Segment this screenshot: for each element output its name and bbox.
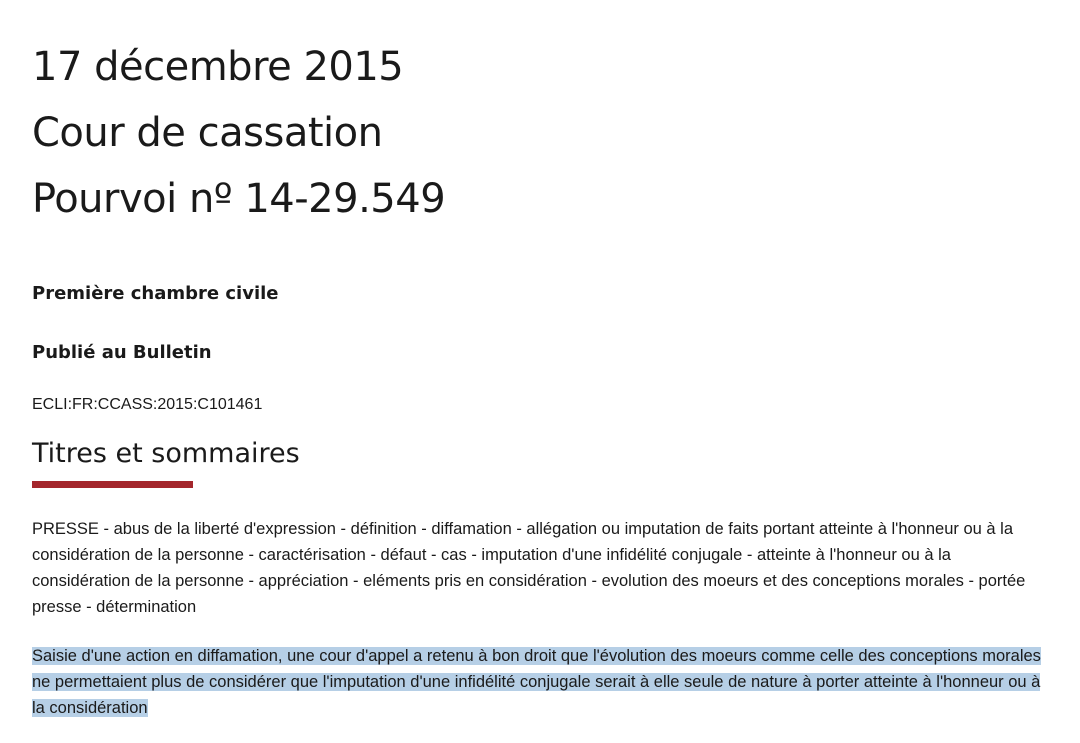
titles-paragraph: PRESSE - abus de la liberté d'expression - définition - diffamation - allégation ou imputation de faits portant atteinte à l'honneur ou à la considération de la personne - caractérisation - défaut - cas - imputation d'une infidélité conjugale - atteinte à l'honneur ou à la considération de la personne - appréciation - eléments pris en considération - evolution des moeurs et des conceptions morales - portée presse - détermination	[32, 520, 1026, 616]
ecli-identifier: ECLI:FR:CCASS:2015:C101461	[32, 396, 263, 413]
section-title-underline	[32, 481, 193, 488]
publication-label: Publié au Bulletin	[32, 342, 212, 363]
appeal-number: Pourvoi nº 14-29.549	[32, 176, 446, 222]
decision-date: 17 décembre 2015	[32, 44, 404, 90]
chamber-label: Première chambre civile	[32, 283, 279, 304]
section-title: Titres et sommaires	[32, 438, 300, 469]
selected-summary-text[interactable]: Saisie d'une action en diffamation, une cour d'appel a retenu à bon droit que l'évolution des moeurs comme celle des conceptions morales ne permettaient plus de considérer que l'imputation d'une infidélité conjugale serait à elle seule de nature à porter atteinte à l'honneur ou à la considération	[32, 647, 1041, 717]
court-name: Cour de cassation	[32, 110, 383, 156]
summary-paragraph[interactable]	[32, 643, 1048, 721]
decision-heading	[32, 34, 445, 232]
